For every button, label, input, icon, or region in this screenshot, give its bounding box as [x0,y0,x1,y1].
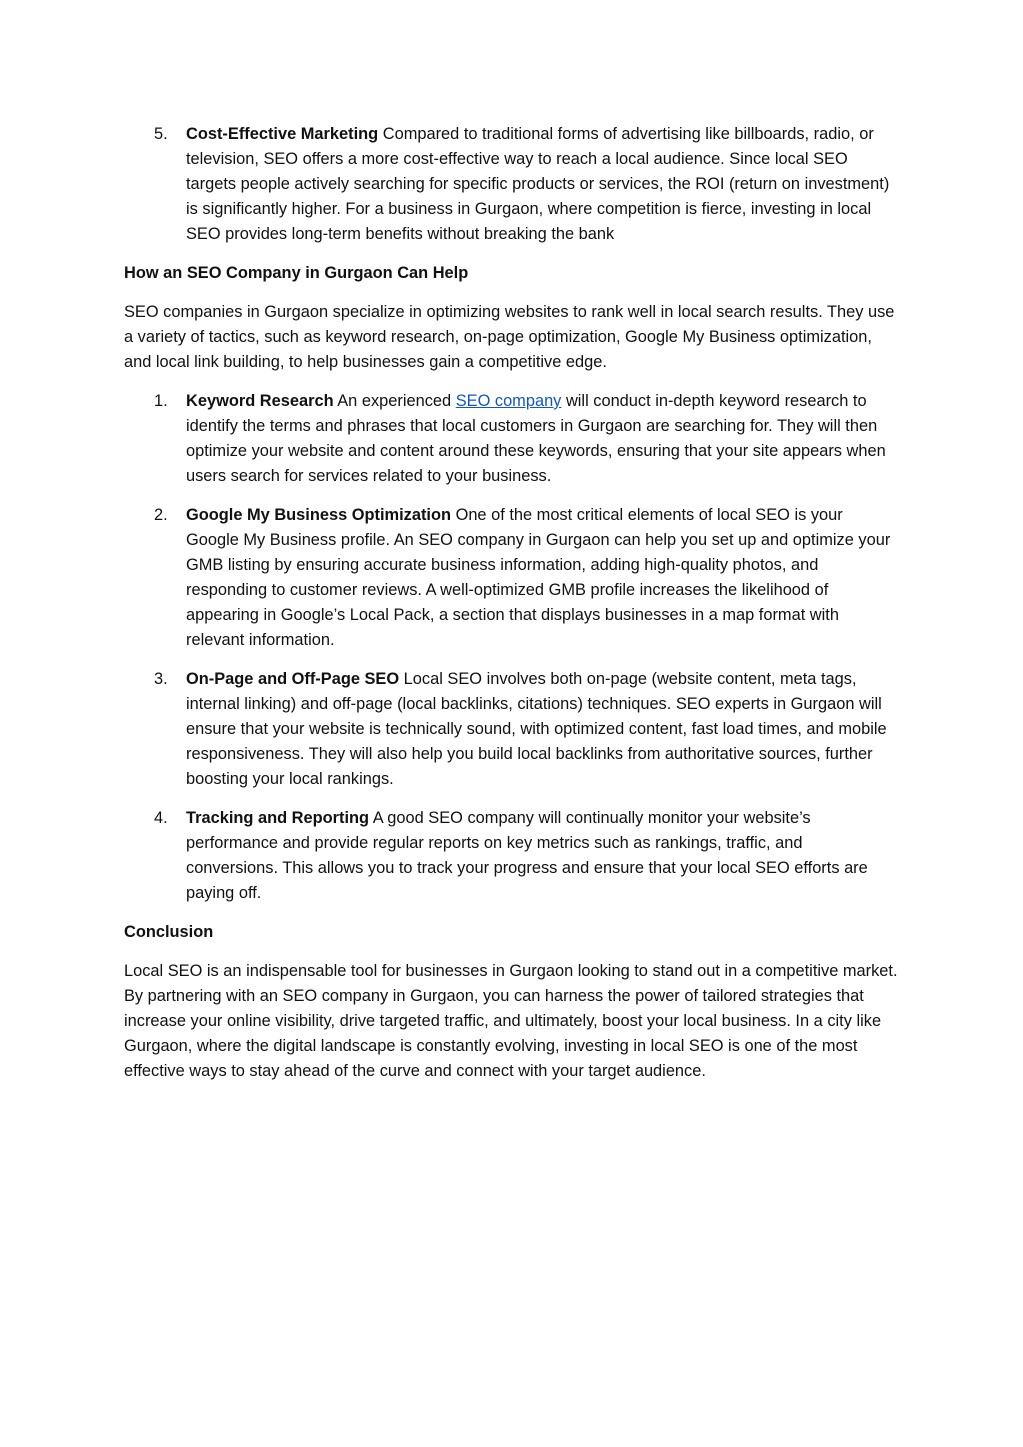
conclusion-paragraph: Local SEO is an indispensable tool for businesses in Gurgaon looking to stand out in a competitive market. By partnering with an SEO company in Gurgaon, you can harness the power of tailored strategies that increase your online visibility, drive targeted traffic, and ultimately, boost your local business. In a city like Gurgaon, where the digital landscape is constantly evolving, investing in local SEO is one of the most effective ways to stay ahead of the curve and connect with your target audience. [124,962,898,1080]
list-item-text: One of the most critical elements of local SEO is your Google My Business profile. An SEO company in Gurgaon can help you set up and optimize your GMB listing by ensuring accurate business information, adding high-quality photos, and responding to customer reviews. A well-optimized GMB profile increases the likelihood of appearing in Google’s Local Pack, a section that displays businesses in a map format with relevant information. [186,506,891,649]
list-item-text: An experienced [333,392,456,410]
seo-company-link[interactable]: SEO company [455,392,562,410]
list-number: 2. [154,506,168,524]
benefits-list [124,122,899,247]
section-intro-paragraph: SEO companies in Gurgaon specialize in optimizing websites to rank well in local search results. They use a variety of tactics, such as keyword research, on-page optimization, Google My Business optimization, and local link building, to help businesses gain a competitive edge. [124,303,895,371]
section-heading-conclusion: Conclusion [124,923,214,941]
list-number: 3. [154,670,168,688]
services-list [124,389,899,906]
list-item-text: Local SEO involves both on-page (website content, meta tags, internal linking) and off-page (local backlinks, citations) techniques. SEO experts in Gurgaon will ensure that your website is technically sound, with optimized content, fast load times, and mobile responsiveness. They will also help you build local backlinks from authoritative sources, further boosting your local rankings. [186,670,887,788]
document-page [124,122,899,1098]
list-item-term: Google My Business Optimization [186,506,452,524]
list-item-term: On-Page and Off-Page SEO [186,670,400,688]
list-number: 5. [154,125,168,143]
list-item [124,806,899,906]
list-item [124,667,899,792]
list-item-term: Tracking and Reporting [186,809,370,827]
list-number: 4. [154,809,168,827]
list-number: 1. [154,392,168,410]
section-heading-help: How an SEO Company in Gurgaon Can Help [124,264,469,282]
list-item [124,122,899,247]
list-item-text: will conduct in-depth keyword research to identify the terms and phrases that local customers in Gurgaon are searching for. They will then optimize your website and content around these keywords, ensuring that your site appears when users search for services related to your business. [186,392,886,485]
list-item [124,389,899,489]
list-item-text: Compared to traditional forms of advertising like billboards, radio, or television, SEO offers a more cost-effective way to reach a local audience. Since local SEO targets people actively searching for specific products or services, the ROI (return on investment) is significantly higher. For a business in Gurgaon, where competition is fierce, investing in local SEO provides long-term benefits without breaking the bank [186,125,890,243]
list-item-text: A good SEO company will continually monitor your website’s performance and provide regular reports on key metrics such as rankings, traffic, and conversions. This allows you to track your progress and ensure that your local SEO efforts are paying off. [186,809,868,902]
list-item [124,503,899,653]
list-item-term: Keyword Research [186,392,334,410]
list-item-term: Cost-Effective Marketing [186,125,379,143]
